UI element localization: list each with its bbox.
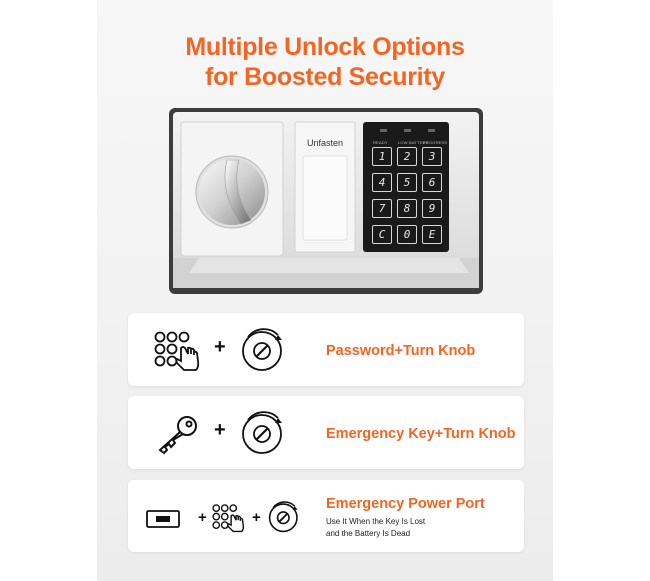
option-note-line-2: and the Battery Is Dead	[326, 529, 411, 538]
keypad-key-0: 0	[397, 225, 417, 244]
plus-sign: +	[214, 419, 226, 441]
indicator-label-ready: READY	[373, 140, 388, 145]
headline-line-1: Multiple Unlock Options	[185, 33, 465, 61]
option-note-line-1: Use It When the Key Is Lost	[326, 517, 426, 526]
plus-sign: +	[252, 509, 261, 526]
keypad-key-1: 1	[372, 147, 392, 166]
option-label-emergency-key: Emergency Key+Turn Knob	[326, 426, 516, 442]
key-icon	[154, 414, 202, 454]
keypad-key-2: 2	[397, 147, 417, 166]
turn-knob-icon	[238, 327, 288, 373]
keypad-icon	[154, 331, 202, 371]
plus-sign: +	[198, 509, 207, 526]
option-label-power-port: Emergency Power Port	[326, 496, 485, 512]
unfasten-label: Unfasten	[307, 138, 344, 148]
option-card-power-port	[128, 480, 524, 552]
indicator-label-low-battery: LOW BATTERY	[398, 140, 429, 145]
keypad-key-5: 5	[397, 173, 417, 192]
turn-knob-icon	[238, 410, 288, 456]
plus-sign: +	[214, 336, 226, 358]
option-card-emergency-key	[128, 396, 524, 469]
keypad-key-6: 6	[422, 173, 442, 192]
keypad-key-E: E	[422, 225, 442, 244]
keypad-icon	[212, 502, 246, 534]
keypad-key-3: 3	[422, 147, 442, 166]
option-label-password: Password+Turn Knob	[326, 343, 476, 359]
keypad-key-4: 4	[372, 173, 392, 192]
option-card-password	[128, 313, 524, 386]
indicator-label-progress: PROGRESS	[423, 140, 448, 145]
keypad-key-7: 7	[372, 199, 392, 218]
headline-line-2: for Boosted Security	[205, 63, 445, 91]
keypad-key-9: 9	[422, 199, 442, 218]
battery-port-icon	[146, 510, 180, 528]
keypad-key-C: C	[372, 225, 392, 244]
turn-knob-icon	[266, 500, 302, 534]
safe-door-panel	[169, 108, 483, 294]
keypad-key-8: 8	[397, 199, 417, 218]
